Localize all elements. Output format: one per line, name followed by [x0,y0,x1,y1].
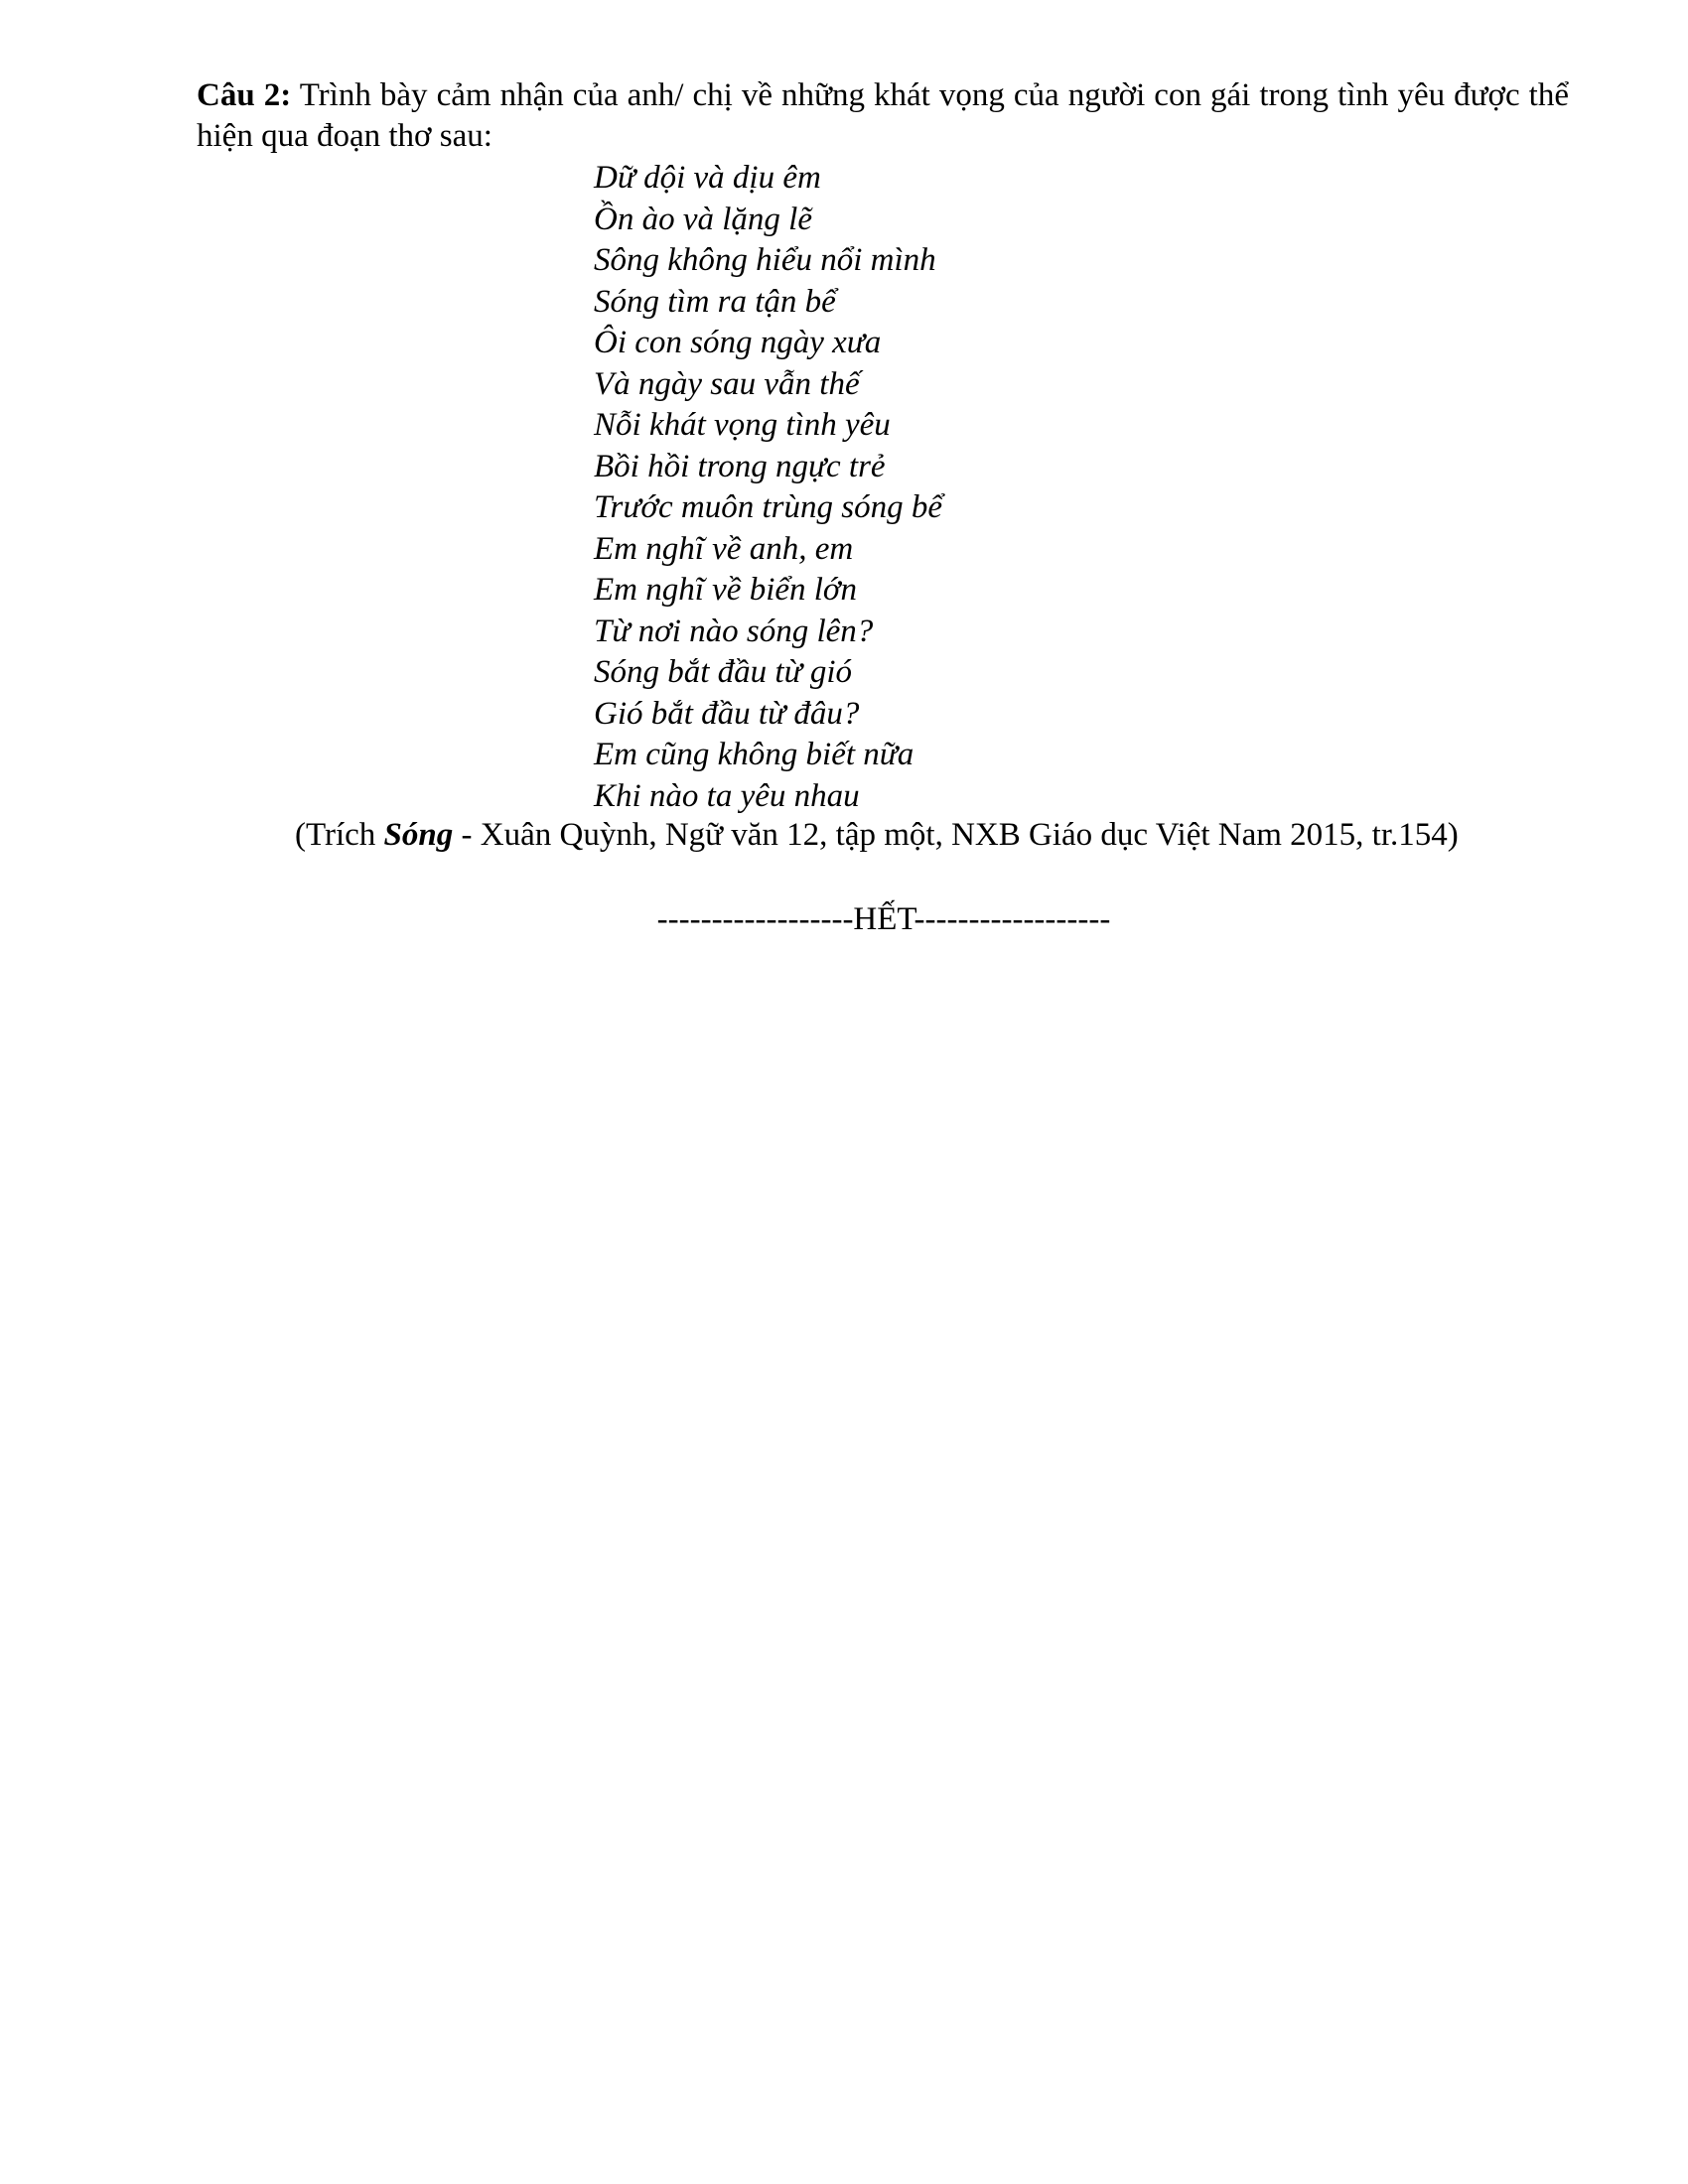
poem-line: Dữ dội và dịu êm [594,160,821,196]
poem-line: Ồn ào và lặng lẽ [594,201,812,237]
poem-excerpt [594,158,1289,817]
poem-line: Gió bắt đầu từ đâu? [594,695,860,732]
question-paragraph [197,75,1569,157]
poem-line: Và ngày sau vẫn thế [594,365,860,402]
citation-suffix: - Xuân Quỳnh, Ngữ văn 12, tập một, NXB Giáo dục Việt Nam 2015, tr.154) [453,817,1459,853]
question-label: Câu 2: [197,77,292,113]
poem-line: Em cũng không biết nữa [594,737,914,772]
end-marker: ------------------HẾT------------------ [656,901,1111,937]
poem-line: Trước muôn trùng sóng bể [594,489,942,525]
citation-work-title: Sóng [383,817,454,853]
poem-line: Ôi con sóng ngày xưa [594,325,882,360]
poem-line: Sông không hiểu nổi mình [594,242,936,278]
poem-line: Nỗi khát vọng tình yêu [594,407,891,443]
question-text: Trình bày cảm nhận của anh/ chị về những khát vọng của người con gái trong tình yêu được thể hiện qua đoạn thơ sau: [197,77,1569,154]
poem-line: Em nghĩ về anh, em [594,530,854,567]
poem-line: Từ nơi nào sóng lên? [594,613,874,649]
poem-line: Khi nào ta yêu nhau [594,777,860,814]
source-citation [295,815,1569,856]
poem-line: Bồi hồi trong ngực trẻ [594,448,886,484]
poem-line: Sóng bắt đầu từ gió [594,654,853,690]
poem-line: Sóng tìm ra tận bể [594,283,836,320]
poem-line: Em nghĩ về biển lớn [594,572,858,608]
citation-prefix: (Trích [295,817,384,853]
